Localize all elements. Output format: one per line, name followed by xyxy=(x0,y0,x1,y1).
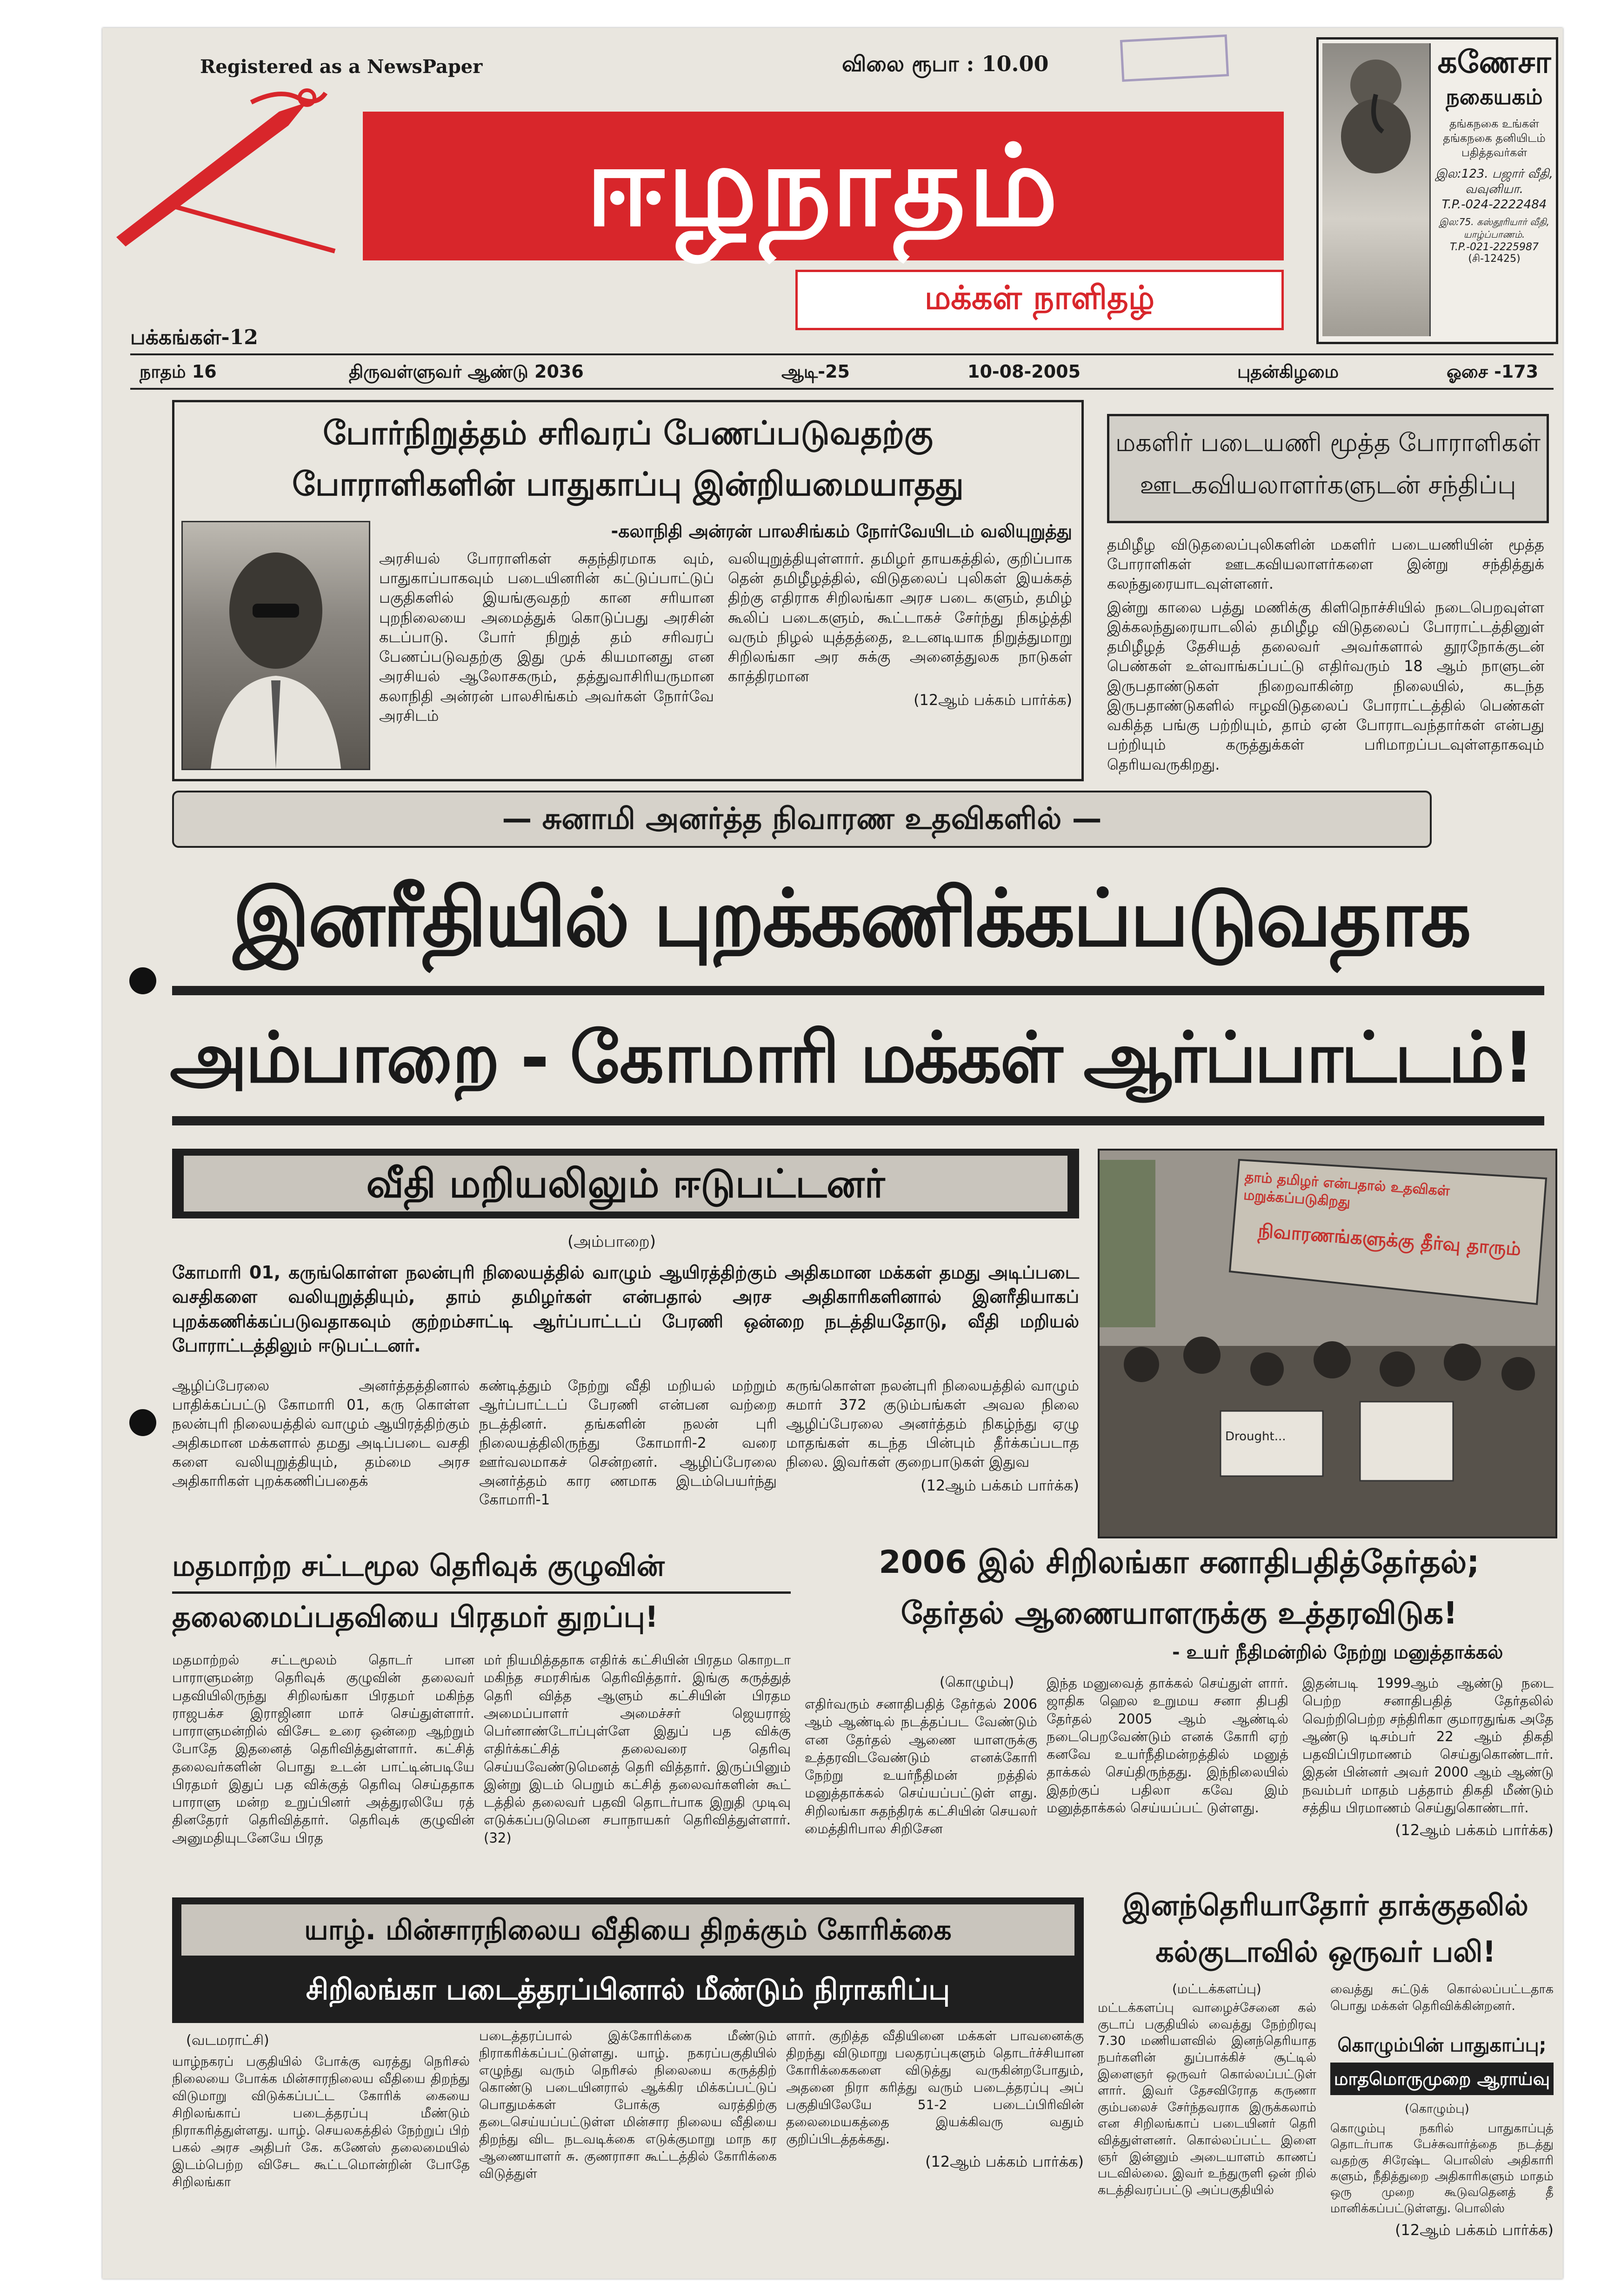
story-colombo-security-text: கொழும்பு நகரில் பாதுகாப்புத் தொடர்பாக பேச்சுவார்த்தை நடத்து வதற்கு சிரேஷ்ட பொலிஸ் அதிகாரி களும், நீதித்துறை அதிகாரிகளும் மாதம் ஒரு முறை கூடுவதெனத் தீ மானிக்கப்பட்டுள்ளது. பொலிஸ் xyxy=(1330,2122,1554,2216)
weekday: புதன்கிழமை xyxy=(1237,361,1339,382)
advert-sub: நகையகம் xyxy=(1446,84,1543,109)
advert-address2: வவுனியா. xyxy=(1465,182,1523,196)
tamil-year: திருவள்ளுவர் ஆண்டு 2036 xyxy=(349,361,584,382)
ganesha-illustration xyxy=(1322,43,1431,336)
story-ceasefire-sub: -கலாநிதி அன்ரன் பாலசிங்கம் நோர்வேயிடம் வலியுறுத்து xyxy=(611,521,1072,541)
story-ceasefire-col2-text: வலியுறுத்தியுள்ளார். தமிழர் தாயகத்தில், குறிப்பாக தென் தமிழீழத்தில், விடுதலைப் புலிகள் இயக்கத் திற்கு எதிராக சிறிலங்கா அரச படை களும், தமிழ் கூலிப் படைகளும், கூட்டாகச் சேர்ந்து நிகழ்த்தி வரும் நிழல் யுத்தத்தை, உடனடியாக நிறுத்துமாறு சிறிலங்கா அர சுக்கு அனைத்துலக நாடுகள் காத்திரமான xyxy=(728,550,1072,685)
story-womens-wing-body xyxy=(1107,535,1544,778)
masthead-subtitle: மக்கள் நாளிதழ் xyxy=(924,279,1155,317)
story-ceasefire-continued: (12ஆம் பக்கம் பார்க்க) xyxy=(914,691,1072,709)
advert-desc1: தங்கநகை உங்கள் xyxy=(1449,117,1539,130)
story-powerstation-col1: யாழ்நகரப் பகுதியில் போக்கு வரத்து நெரிசல் நிலையை போக்க மின்சாரநிலைய வீதியை திறந்து விடுமாறு விடுக்கப்பட்ட கோரிக் கையை சிறிலங்காப் படைத்தரப்பு மீண்டும் நிராகரித்துள்ளது. யாழ். செயலகத்தில் நேற்றுப் பிற் பகல் அரச அதிபர் கே. கணேஸ் தலைமையில் இடம்பெற்ற விசேட கூட்டமொன்றின் போதே சிறிலங்கா xyxy=(172,2054,470,2190)
protest-banner-text2: நிவாரணங்களுக்கு தீர்வு தாரும் xyxy=(1257,1220,1522,1260)
story-powerstation-col3 xyxy=(786,2028,1084,2171)
advert-address4: யாழ்ப்பாணம். xyxy=(1463,229,1525,240)
punch-hole-bottom xyxy=(129,1409,156,1436)
advert-desc3: பதித்தவர்கள் xyxy=(1461,146,1528,159)
masthead-subtitle-box xyxy=(795,270,1284,330)
story-ceasefire-headline2: போராளிகளின் பாதுகாப்பு இன்றியமையாதது xyxy=(292,465,964,503)
lead-rule-bottom xyxy=(172,1116,1544,1125)
story-powerstation-headline1: யாழ். மின்சாரநிலைய வீதியை திறக்கும் கோரிக்கை xyxy=(181,1904,1074,1956)
story-election-headline2: தேர்தல் ஆணையாளருக்கு உத்தரவிடுக! xyxy=(901,1595,1458,1631)
story-powerstation-col3-text: ளார். குறித்த வீதியினை மக்கள் பாவனைக்கு திறந்து விடுமாறு பலதரப்புகளும் தொடர்ச்சியான கோரிக்கைகளை விடுத்து வருகின்றபோதும், அதனை நிரா கரித்து வரும் படைத்தரப்பு அப் பகுதியிலேயே 51-2 படைப்பிரிவின் தலைமையகத்தை இயக்கிவரு வதும் குறிப்பிடத்தக்கது. xyxy=(786,2028,1084,2147)
lead-headline1: இனரீதியில் புறக்கணிக்கப்படுவதாக xyxy=(233,872,1469,965)
story-womens-wing-headline-box xyxy=(1107,414,1549,523)
story-ceasefire-col1: அரசியல் போராளிகள் சுதந்திரமாக வும், பாதுகாப்பாகவும் படையினரின் கட்டுப்பாட்டுப் பகுதிகளில் இயங்குவதற் கான சரியான புறநிலையை அமைத்துக் கொடுப்பது அரசின் கடப்பாடு. போர் நிறுத் தம் சரிவரப் பேணப்படுவதற்கு இது முக் கியமானது என அரசியல் ஆலோசகரும், தத்துவாசிரியருமான கலாநிதி அன்ரன் பாலசிங்கம் அவர்கள் நோர்வே அரசிடம் xyxy=(379,550,714,725)
story-kalkudah-col2: வைத்து சுட்டுக் கொல்லப்பட்டதாக பொது மக்கள் தெரிவிக்கின்றனர். xyxy=(1330,1982,1554,2013)
lead-continued: (12ஆம் பக்கம் பார்க்க) xyxy=(921,1476,1079,1494)
story-election-dateline: (கொழும்பு) xyxy=(940,1674,1014,1690)
story-colombo-security-headline2: மாதமொருமுறை ஆராய்வு xyxy=(1330,2063,1554,2095)
advert-phone1: T.P.-024-2222484 xyxy=(1441,198,1547,212)
story-colombo-security-headline1: கொழும்பின் பாதுகாப்பு; xyxy=(1337,2035,1547,2056)
story-conversion-col1: மதமாற்றல் சட்டமூலம் தொடர் பான பாராளுமன்ற தெரிவுக் குழுவின் தலைவர் பதவியிலிருந்து சிறிலங்கா பிரதமர் மகிந்த ராஜபக்ச இராஜினா மாச் செய்துள்ளார். பாராளுமன்றில் விசேட உரை ஒன்றை ஆற்றும் போதே இதனைத் தெரிவித்துள்ளார். கட்சித் தலைவர்களின் பொது உடன் பாட்டின்படியே பிரதமர் இதுப் பத விக்குத் தெரிவு செய்ததாக பாராளு மன்ற உறுப்பினர் அத்துரலியே ரத் தினதேரர் தெரிவித்தார். தெரிவுக் குழுவின் அனுமதியுடனேயே பிரத xyxy=(172,1652,474,1846)
protest-sign-text: Drought... xyxy=(1225,1430,1286,1444)
newspaper-page xyxy=(102,28,1563,2279)
lead-dateline: (அம்பாறை) xyxy=(567,1232,656,1251)
story-powerstation-headline2: சிறிலங்கா படைத்தரப்பினால் மீண்டும் நிராகரிப்பு xyxy=(306,1972,950,2006)
story-colombo-security-body xyxy=(1330,2121,1554,2240)
story-kalkudah-dateline: (மட்டக்களப்பு) xyxy=(1172,1981,1261,1997)
date: 10-08-2005 xyxy=(967,361,1081,382)
lead-kicker: — சுனாமி அனர்த்த நிவாரண உதவிகளில் — xyxy=(502,802,1102,836)
lead-col1: ஆழிப்பேரலை அனர்த்தத்தினால் பாதிக்கப்பட்டு கோமாரி 01, கரு கொள்ள நலன்புரி நிலையத்தில் வாழும் ஆயிரத்திற்கும் அதிகமான மக்களால் தமது அடிப்படை வசதி களை வலியுறுத்தியும், தம்மை அரச அதிகாரிகள் புறக்கணிப்பதைக் xyxy=(172,1378,470,1490)
logo-emblem-icon xyxy=(112,84,354,260)
lead-subhead: வீதி மறியலிலும் ஈடுபட்டனர் xyxy=(184,1156,1067,1211)
advert-code: (சி-12425) xyxy=(1468,253,1521,265)
price-label: விலை ரூபா : 10.00 xyxy=(842,51,1049,76)
advert-name: கணேசா xyxy=(1437,44,1551,80)
story-colombo-security-continued: (12ஆம் பக்கம் பார்க்க) xyxy=(1395,2221,1554,2239)
lead-col2: கண்டித்தும் நேற்று வீதி மறியல் மற்றும் ஆர்ப்பாட்டப் பேரணி என்பன வற்றை நடத்தினர். தங்களின் நலன் புரி நிலையத்திலிருந்து கோமாரி-2 வரை ஊர்வலமாகச் சென்றனர். ஆழிப்பேரலை அனர்த்தம் கார ணமாக இடம்பெயர்ந்து கோமாரி-1 xyxy=(479,1378,777,1509)
protest-photo xyxy=(1098,1149,1557,1538)
story-kalkudah-headline2: கல்குடாவில் ஒருவர் பலி! xyxy=(1155,1935,1496,1969)
advert-address3: இல:75. கஸ்தூரியார் வீதி, xyxy=(1439,216,1549,227)
story-conversion-col2: மர் நியமித்ததாக எதிர்க் கட்சியின் பிரதம கொறடா மகிந்த சமரசிங்க தெரிவித்தார். இங்கு கருத்துத் தெரி வித்த ஆளும் கட்சியின் பிரதம அமைப்பாளர் அமைச்சர் ஜெயராஜ் பெர்னாண்டோப்புள்ளே இதுப் பத விக்கு எதிர்க்கட்சித் தலைவரை தெரிவு செய்யவேண்டுமெனத் தெரி வித்தார். இருப்பினும் இன்று இடம் பெறும் கட்சித் தலைவர்களின் கூட் டத்தில் தலைவர் பதவி தொடர்பாக இறுதி முடிவு எடுக்கப்படுமென சபாநாயகர் தெரிவித்துள்ளார். (32) xyxy=(484,1652,791,1846)
story-election-col2: இந்த மனுவைத் தாக்கல் செய்துள் ளார். ஜாதிக ஹெல உறுமய சனா திபதி தேர்தல் 2005 ஆம் ஆண்டில் நடைபெறவேண்டும் எனக் கோரி ஏற் கனவே உயர்நீதிமன்றத்தில் மனுத் தாக்கல் செய்திருந்தது. இந்நிலையில் இதற்குப் பதிலா கவே இம் மனுத்தாக்கல் செய்யப்பட் டுள்ளது. xyxy=(1047,1675,1288,1816)
story-womens-wing-p2: இன்று காலை பத்து மணிக்கு கிளிநொச்சியில் நடைபெறவுள்ள இக்கலந்துரையாடலில் தமிழீழ விடுதலைப் போராட்டத்தினுள் தமிழீழத் தேசியத் தலைவர் அவர்களால் தூரநோக்குடன் பெண்கள் உள்வாங்கப்பட்டு எதிர்வரும் 18 ஆம் நாளுடன் இருபதாண்டுகள் நிறைவாகின்ற நிலையில், கடந்த இருபதாண்டுகளில் ஈழவிடுதலைப் போராட்டத்தில் பெண்கள் வகித்த பங்கு பற்றியும், தாம் ஏன் போராடவந்தார்கள் என்பது பற்றியும் கருத்துக்கள் பரிமாறப்படவுள்ளதாகவும் தெரியவருகிறது. xyxy=(1107,598,1545,773)
story-election-continued: (12ஆம் பக்கம் பார்க்க) xyxy=(1395,1821,1554,1839)
lead-headline2: அம்பாறை - கோமாரி மக்கள் ஆர்ப்பாட்டம்! xyxy=(170,1018,1533,1098)
advert-address1: இல:123. பஜார் வீதி, xyxy=(1435,167,1553,181)
story-kalkudah-headline1: இனந்தெரியாதோர் தாக்குதலில் xyxy=(1123,1888,1528,1922)
story-kalkudah-col1: மட்டக்களப்பு வாழைச்சேனை கல் குடாப் பகுதியில் வைத்து நேற்றிரவு 7.30 மணியளவில் இனந்தெரியாத நபர்களின் துப்பாக்கிச் சூட்டில் இளைஞர் ஒருவர் கொல்லப்பட்டுள் ளார். இவர் தேசவிரோத கருணா கும்பலைச் சேர்ந்தவராக இருக்கலாம் என சிறிலங்காப் படையினர் தெரி வித்துள்ளனர். கொல்லப்பட்ட இளை ஞர் இன்னும் அடையாளம் காணப் படவில்லை. இவர் உந்துருளி ஒன் றில் கடத்திவரப்பட்டு அப்பகுதியில் xyxy=(1098,2001,1316,2197)
masthead-title: ஈழநாதம் xyxy=(363,112,1284,260)
story-powerstation-continued: (12ஆம் பக்கம் பார்க்க) xyxy=(925,2152,1084,2170)
page-count: பக்கங்கள்-12 xyxy=(130,326,258,349)
received-stamp xyxy=(1120,34,1229,82)
portrait-photo xyxy=(181,521,370,770)
story-ceasefire xyxy=(172,400,1084,781)
story-conversion-headline1: மதமாற்ற சட்டமூல தெரிவுக் குழுவின் xyxy=(172,1549,791,1594)
story-election-sub: - உயர் நீதிமன்றில் நேற்று மனுத்தாக்கல் xyxy=(1172,1642,1503,1663)
advert-ganesha-jewellers xyxy=(1316,37,1558,344)
story-powerstation-dateline: (வடமராட்சி) xyxy=(186,2032,269,2049)
story-womens-wing-p1: தமிழீழ விடுதலைப்புலிகளின் மகளிர் படையணியின் மூத்த போராளிகள் ஊடகவியலாளர்களை இன்று சந்தித்துக் கலந்துரையாடவுள்ளனர். xyxy=(1107,536,1544,593)
lead-rule xyxy=(172,986,1544,995)
advert-phone2: T.P.-021-2225987 xyxy=(1450,241,1539,253)
story-powerstation-col2: படைத்தரப்பால் இக்கோரிக்கை மீண்டும் நிராகரிக்கப்பட்டுள்ளது. யாழ். நகரப்பகுதியில் எழுந்து வரும் நெரிசல் நிலையை கருத்திற் கொண்டு படையினரால் ஆக்கிர மிக்கப்பட்டுப் பொதுமக்கள் போக்கு வரத்திற்கு தடைசெய்யப்பட்டுள்ள மின்சார நிலைய வீதியை திறந்து விட நடவடிக்கை எடுக்குமாறு மாந கர ஆணையாளர் சு. குணராசா கூட்டத்தில் கோரிக்கை விடுத்துள் xyxy=(479,2028,777,2181)
advert-desc2: தங்கநகை தனியிடம் xyxy=(1443,132,1546,145)
story-ceasefire-col2 xyxy=(728,549,1072,710)
story-womens-wing-headline2: ஊடகவியலாளர்களுடன் சந்திப்பு xyxy=(1140,470,1516,499)
dateline-bar xyxy=(130,353,1554,390)
story-ceasefire-headline1: போர்நிறுத்தம் சரிவரப் பேணப்படுவதற்கு xyxy=(323,414,933,452)
portrait-figure xyxy=(183,522,369,769)
protest-banner-text1: தாம் தமிழர் என்பதால் உதவிகள் மறுக்கப்படுகிறது xyxy=(1243,1169,1451,1211)
issue-serial: ஓசை -173 xyxy=(1447,361,1539,382)
deity-icon xyxy=(1322,43,1429,183)
lead-col3 xyxy=(786,1377,1079,1495)
story-election-col3 xyxy=(1302,1674,1554,1840)
story-election-col3-text: இதன்படி 1999ஆம் ஆண்டு நடை பெற்ற சனாதிபதித் தேர்தலில் வெற்றிபெற்ற சந்திரிகா குமாரதுங்க அதே ஆண்டு டிசம்பர் 22 ஆம் திகதி பதவிப்பிரமாணம் செய்துகொண்டார். இதன் பின்னர் அவர் 2000 ஆம் ஆண்டு நவம்பர் மாதம் பத்தாம் திகதி மீண்டும் சத்திய பிரமாணம் செய்துகொண்டார். xyxy=(1302,1675,1554,1816)
punch-hole-top xyxy=(129,967,156,994)
story-womens-wing-headline1: மகளிர் படையணி மூத்த போராளிகள் xyxy=(1115,428,1541,457)
story-election-headline1: 2006 இல் சிறிலங்கா சனாதிபதித்தேர்தல்; xyxy=(879,1544,1480,1581)
lead-col3-text: கருங்கொள்ள நலன்புரி நிலையத்தில் வாழும் சுமார் 372 குடும்பங்கள் அவல நிலை ஆழிப்பேரலை அனர்த்தம் நிகழ்ந்து ஏழு மாதங்கள் கடந்த பின்பும் தீர்க்கப்படாத நிலை. இவர்கள் குறைபாடுகள் இதுவ xyxy=(786,1378,1079,1471)
story-colombo-security-dateline: (கொழும்பு) xyxy=(1405,2102,1469,2116)
registered-note: Registered as a NewsPaper xyxy=(200,56,483,78)
tamil-month: ஆடி-25 xyxy=(781,361,850,382)
story-powerstation-headline-box xyxy=(172,1897,1084,2023)
lead-kicker-box xyxy=(172,791,1432,848)
lead-subhead-box xyxy=(172,1149,1079,1218)
story-womens-wing xyxy=(1098,400,1558,777)
story-conversion-headline2: தலைமைப்பதவியை பிரதமர் துறப்பு! xyxy=(172,1600,659,1634)
lead-intro: கோமாரி 01, கருங்கொள்ள நலன்புரி நிலையத்தில் வாழும் ஆயிரத்திற்கும் அதிகமான மக்கள் தமது அடிப்படை வசதிகளை வலியுறுத்தியும், தாம் தமிழர்கள் என்பதால் அரச அதிகாரிகளினால் இனரீதியாகப் புறக்கணிக்கப்படுவதாகவும் குற்றம்சாட்டி ஆர்ப்பாட்டப் பேரணி ஒன்றை நடத்தியதோடு, வீதி மறியல் போராட்டத்திலும் ஈடுபட்டனர். xyxy=(172,1262,1079,1356)
story-election-col1: எதிர்வரும் சனாதிபதித் தேர்தல் 2006 ஆம் ஆண்டில் நடத்தப்பட வேண்டும் என தேர்தல் ஆணை யாளருக்கு உத்தரவிடவேண்டும் எனக்கோரி நேற்று உயர்நீதிமன் றத்தில் மனுத்தாக்கல் செய்யப்பட்டுள் ளது. சிறிலங்கா சுதந்திரக் கட்சியின் செயலர் மைத்திரிபால சிறிசேன xyxy=(805,1696,1037,1837)
issue-number: நாதம் 16 xyxy=(140,361,217,382)
